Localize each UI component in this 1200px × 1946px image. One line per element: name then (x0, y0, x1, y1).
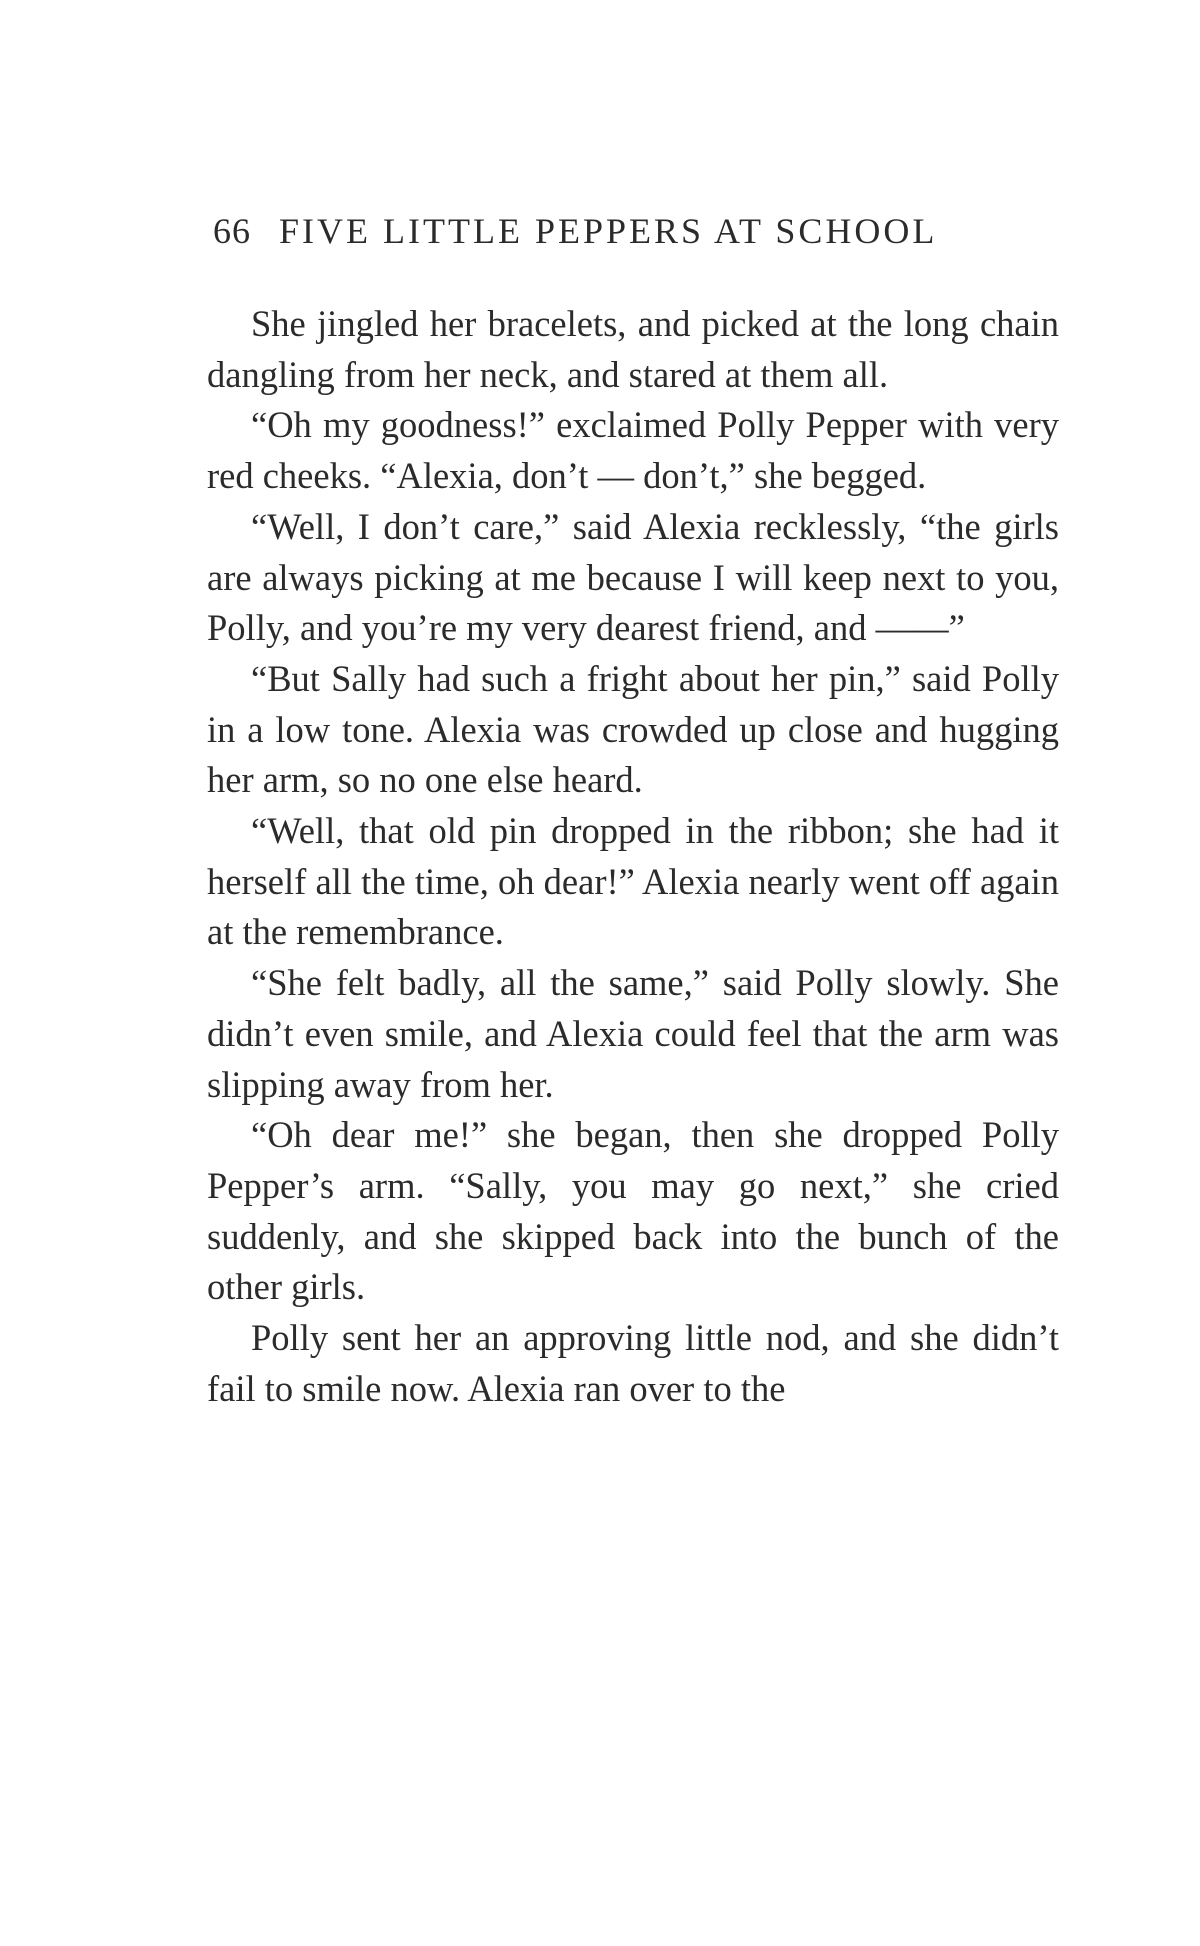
paragraph: “Well, that old pin dropped in the ribbon; she had it herself all the time, oh dear!” Alexia nearly went off again at the remembrance. (207, 810, 1059, 953)
page-number: 66 (213, 211, 251, 251)
paragraph: “Well, I don’t care,” said Alexia recklessly, “the girls are always picking at me because I will keep next to you, Polly, and you’re my very dearest friend, and ——” (207, 505, 1059, 649)
paragraph: “She felt badly, all the same,” said Polly slowly. She didn’t even smile, and Alexia could feel that the arm was slipping away from her. (207, 962, 1059, 1105)
paragraph: Polly sent her an approving little nod, and she didn’t fail to smile now. Alexia ran over to the (207, 1317, 1059, 1409)
paragraph: She jingled her bracelets, and picked at the long chain dangling from her neck, and stared at them all. (207, 303, 1059, 395)
body-text (207, 299, 1059, 1414)
paragraph: “Oh my goodness!” exclaimed Polly Pepper with very red cheeks. “Alexia, don’t — don’t,” she begged. (207, 404, 1059, 497)
book-title-header: FIVE LITTLE PEPPERS AT SCHOOL (279, 211, 938, 251)
running-head (213, 207, 1063, 255)
paragraph: “Oh dear me!” she began, then she dropped Polly Pepper’s arm. “Sally, you may go next,” she cried suddenly, and she skipped back into the bunch of the other girls. (207, 1114, 1059, 1308)
paragraph: “But Sally had such a fright about her pin,” said Polly in a low tone. Alexia was crowded up close and hugging her arm, so no one else heard. (207, 657, 1059, 801)
